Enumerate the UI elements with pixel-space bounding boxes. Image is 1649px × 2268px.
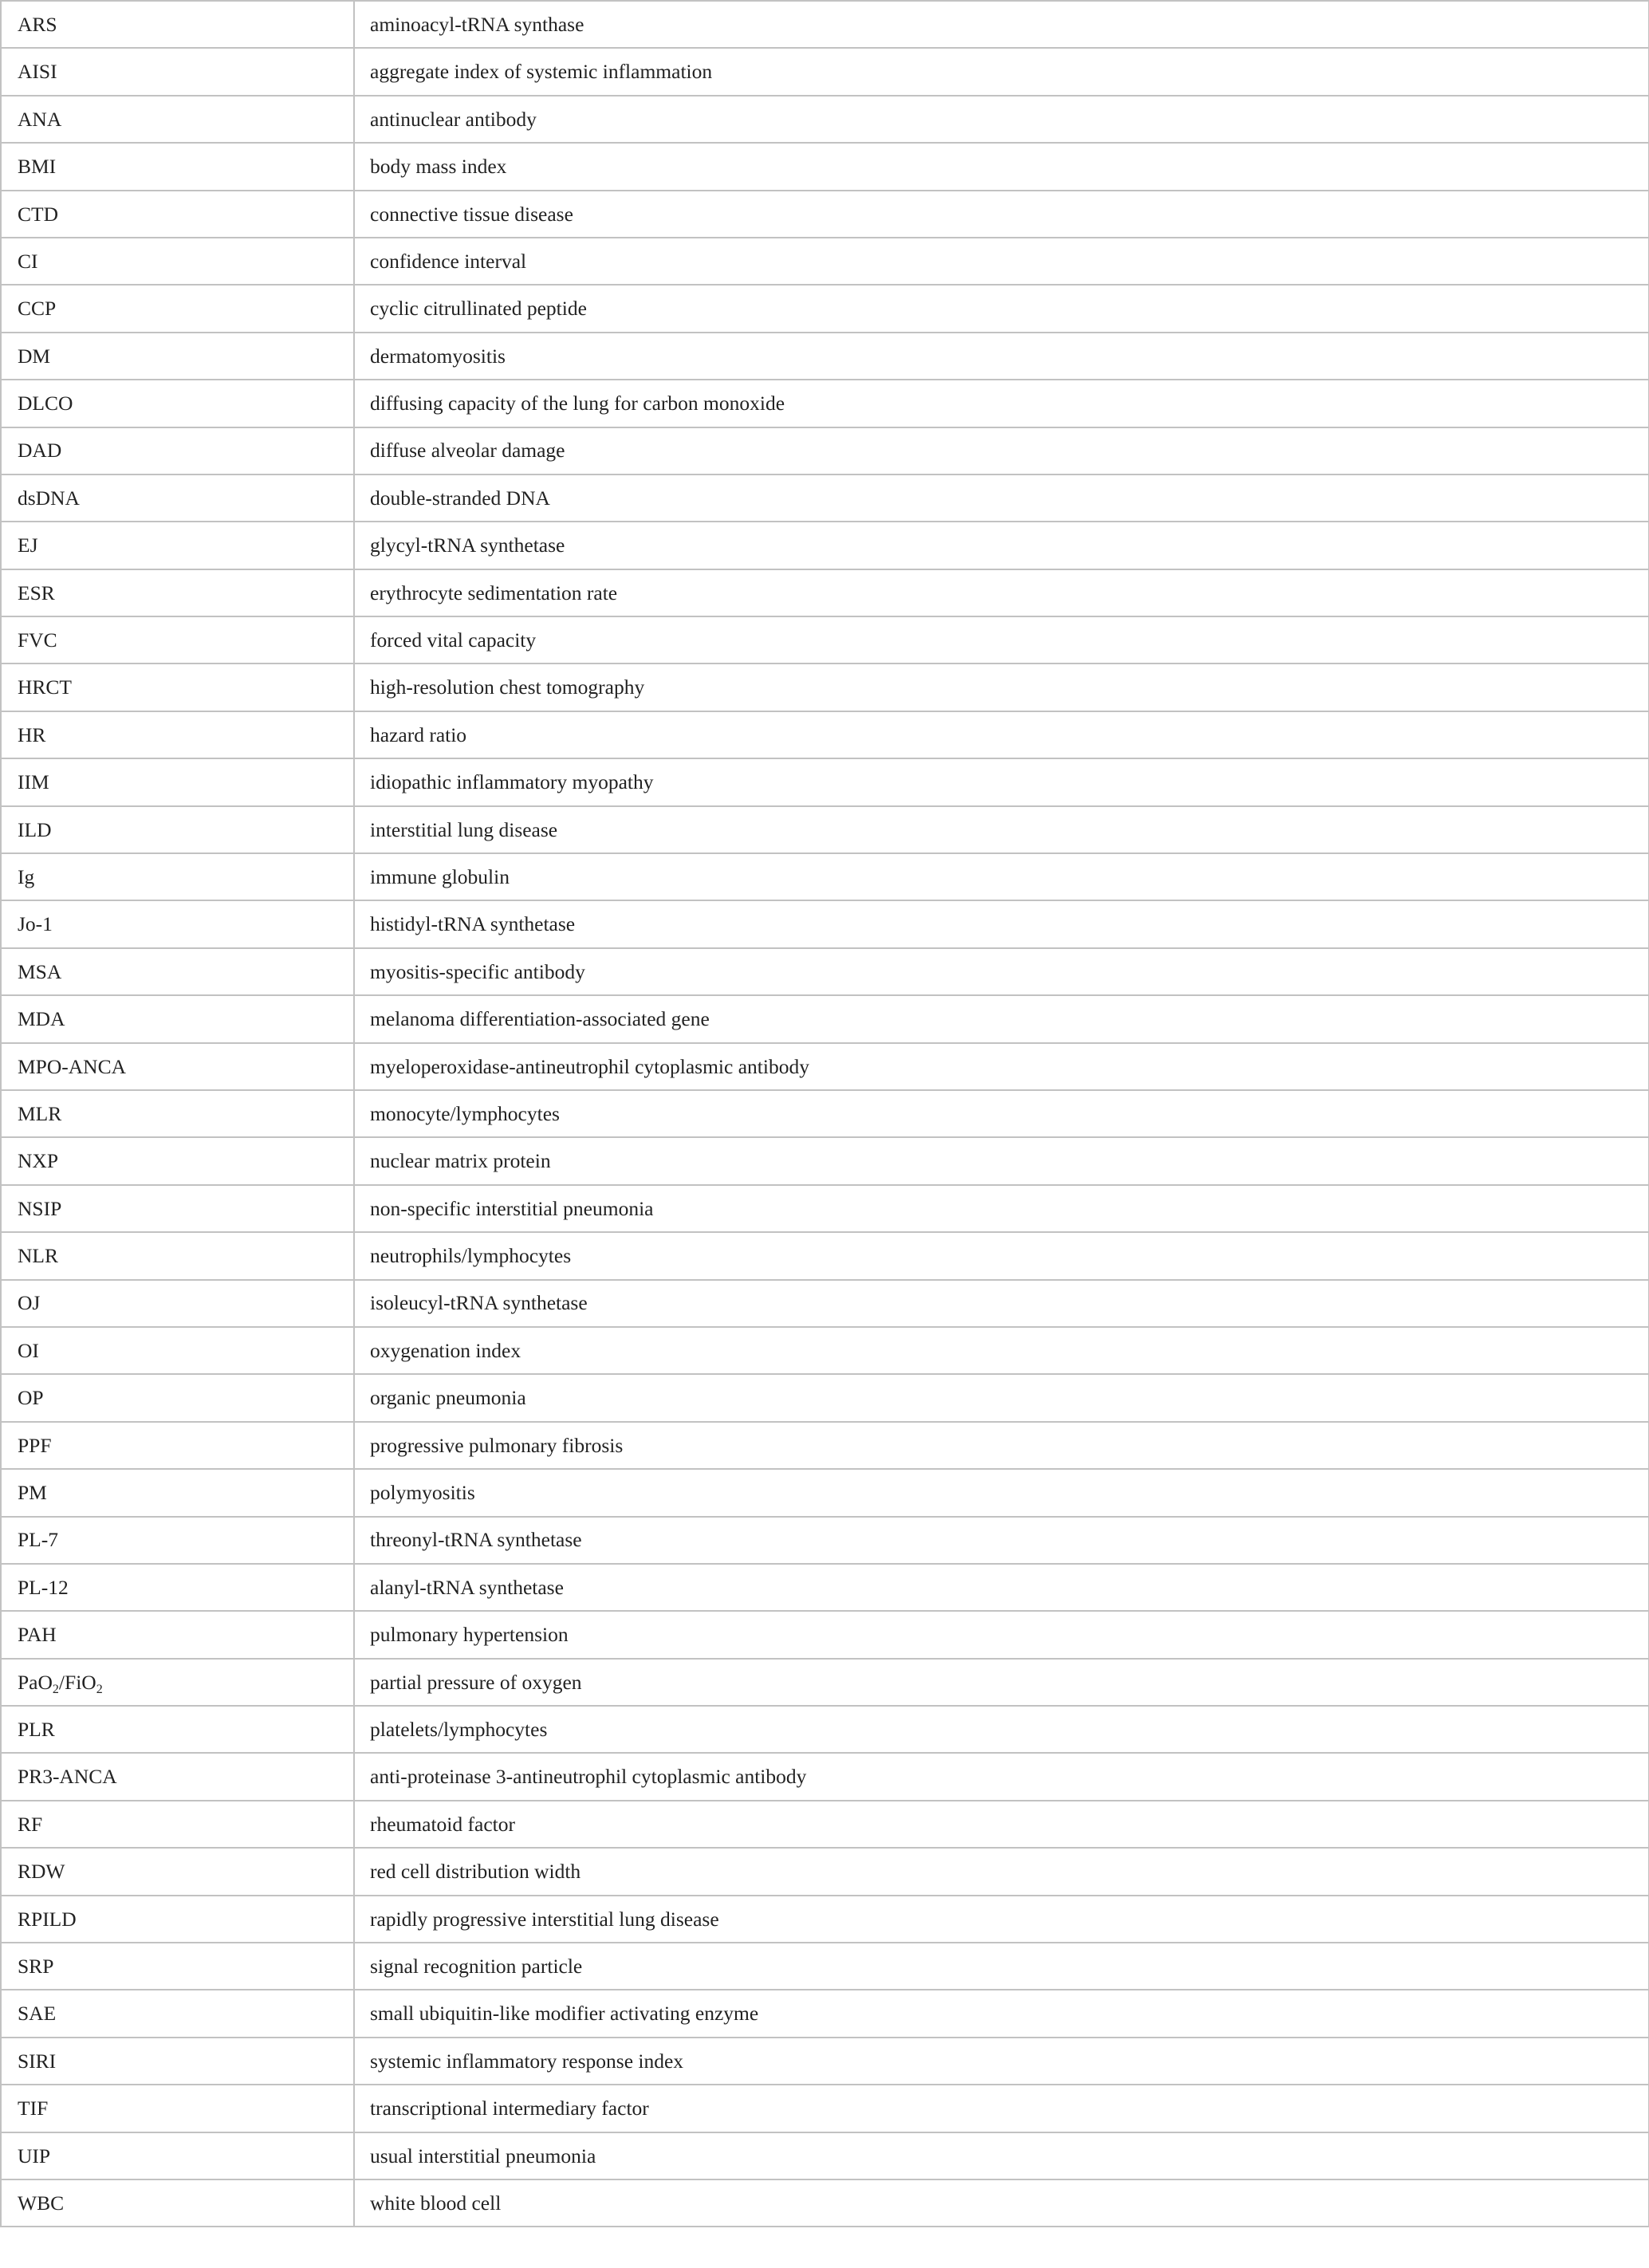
definition: melanoma differentiation-associated gene [354,995,1649,1042]
table-row [1,238,1649,285]
table-row [1,758,1649,805]
table-row [1,2132,1649,2179]
table-row [1,427,1649,474]
abbreviation: SIRI [1,2038,354,2085]
table-row [1,2038,1649,2085]
definition: cyclic citrullinated peptide [354,285,1649,332]
table-row [1,474,1649,522]
table-row [1,1517,1649,1564]
subscript-2: 2 [52,1682,59,1696]
abbreviation: Jo-1 [1,900,354,947]
abbreviation: PAH [1,1611,354,1658]
abbreviation: CCP [1,285,354,332]
table-row [1,1090,1649,1137]
abbreviation: PR3-ANCA [1,1753,354,1800]
definition: platelets/lymphocytes [354,1706,1649,1753]
table-row [1,1943,1649,1990]
definition: partial pressure of oxygen [354,1659,1649,1706]
table-row [1,1659,1649,1706]
abbreviation: dsDNA [1,474,354,522]
definition: hazard ratio [354,711,1649,758]
table-row [1,663,1649,711]
table-row [1,1848,1649,1895]
definition: forced vital capacity [354,616,1649,663]
abbreviation: RPILD [1,1896,354,1943]
table-row [1,1,1649,48]
table-row [1,1469,1649,1516]
table-row [1,1611,1649,1658]
table-row [1,1706,1649,1753]
abbreviation: NSIP [1,1185,354,1232]
table-row [1,1232,1649,1279]
definition: usual interstitial pneumonia [354,2132,1649,2179]
abbreviation: ARS [1,1,354,48]
abbreviation: NXP [1,1137,354,1184]
definition: connective tissue disease [354,191,1649,238]
definition: diffuse alveolar damage [354,427,1649,474]
definition: body mass index [354,143,1649,190]
definition: oxygenation index [354,1327,1649,1374]
table-row [1,1043,1649,1090]
definition: alanyl-tRNA synthetase [354,1564,1649,1611]
abbreviation: PM [1,1469,354,1516]
definition: confidence interval [354,238,1649,285]
table-row [1,1137,1649,1184]
definition: nuclear matrix protein [354,1137,1649,1184]
table-row [1,900,1649,947]
definition: neutrophils/lymphocytes [354,1232,1649,1279]
definition: aminoacyl-tRNA synthase [354,1,1649,48]
definition: monocyte/lymphocytes [354,1090,1649,1137]
definition: red cell distribution width [354,1848,1649,1895]
abbreviation: RDW [1,1848,354,1895]
abbreviation: HR [1,711,354,758]
abbreviation: AISI [1,48,354,95]
table-row [1,96,1649,143]
definition: double-stranded DNA [354,474,1649,522]
abbreviation: FVC [1,616,354,663]
table-row [1,711,1649,758]
definition: pulmonary hypertension [354,1611,1649,1658]
abbreviation: UIP [1,2132,354,2179]
table-row [1,1374,1649,1421]
abbreviation: HRCT [1,663,354,711]
abbreviation: DM [1,333,354,380]
definition: erythrocyte sedimentation rate [354,569,1649,616]
table-row [1,569,1649,616]
abbreviation: MDA [1,995,354,1042]
abbreviation: CI [1,238,354,285]
table-row [1,1564,1649,1611]
abbreviation: ANA [1,96,354,143]
definition: myositis-specific antibody [354,948,1649,995]
table-row [1,806,1649,853]
table-row [1,1801,1649,1848]
abbreviation: NLR [1,1232,354,1279]
definition: high-resolution chest tomography [354,663,1649,711]
definition: aggregate index of systemic inflammation [354,48,1649,95]
abbreviation: CTD [1,191,354,238]
abbreviation: Ig [1,853,354,900]
table-row [1,191,1649,238]
abbreviation: OP [1,1374,354,1421]
definition: polymyositis [354,1469,1649,1516]
table-row [1,1896,1649,1943]
abbreviation: EJ [1,522,354,569]
abbreviation: DLCO [1,380,354,427]
abbreviation: PL-12 [1,1564,354,1611]
definition: transcriptional intermediary factor [354,2085,1649,2132]
definition: histidyl-tRNA synthetase [354,900,1649,947]
abbreviation: WBC [1,2179,354,2227]
table-row [1,1422,1649,1469]
abbreviation: ILD [1,806,354,853]
table-row [1,522,1649,569]
definition: small ubiquitin-like modifier activating enzyme [354,1990,1649,2037]
definition: rapidly progressive interstitial lung disease [354,1896,1649,1943]
table-row [1,616,1649,663]
table-row [1,995,1649,1042]
abbreviation: MPO-ANCA [1,1043,354,1090]
definition: organic pneumonia [354,1374,1649,1421]
abbreviation: MLR [1,1090,354,1137]
definition: idiopathic inflammatory myopathy [354,758,1649,805]
table-row [1,1280,1649,1327]
abbreviations-table-body [1,1,1649,2227]
abbreviation: SAE [1,1990,354,2037]
abbreviation: RF [1,1801,354,1848]
table-row [1,333,1649,380]
abbreviation: SRP [1,1943,354,1990]
abbreviation: PLR [1,1706,354,1753]
definition: interstitial lung disease [354,806,1649,853]
table-row [1,1990,1649,2037]
abbreviation-part: /FiO [58,1670,96,1694]
abbreviation: DAD [1,427,354,474]
definition: threonyl-tRNA synthetase [354,1517,1649,1564]
abbreviation: TIF [1,2085,354,2132]
definition: diffusing capacity of the lung for carbon monoxide [354,380,1649,427]
abbreviation: IIM [1,758,354,805]
table-row [1,285,1649,332]
abbreviation: OI [1,1327,354,1374]
table-row [1,143,1649,190]
table-row [1,948,1649,995]
table-row [1,1753,1649,1800]
definition: white blood cell [354,2179,1649,2227]
abbreviation: PL-7 [1,1517,354,1564]
definition: glycyl-tRNA synthetase [354,522,1649,569]
definition: anti-proteinase 3-antineutrophil cytoplasmic antibody [354,1753,1649,1800]
definition: non-specific interstitial pneumonia [354,1185,1649,1232]
definition: systemic inflammatory response index [354,2038,1649,2085]
definition: myeloperoxidase-antineutrophil cytoplasmic antibody [354,1043,1649,1090]
abbreviation-part: PaO [18,1670,53,1694]
abbreviation-pao2-fio2 [1,1659,354,1706]
table-row [1,853,1649,900]
definition: antinuclear antibody [354,96,1649,143]
abbreviation: OJ [1,1280,354,1327]
table-row [1,2179,1649,2227]
abbreviation: ESR [1,569,354,616]
definition: isoleucyl-tRNA synthetase [354,1280,1649,1327]
table-row [1,48,1649,95]
table-row [1,380,1649,427]
abbreviation: PPF [1,1422,354,1469]
abbreviation: BMI [1,143,354,190]
definition: dermatomyositis [354,333,1649,380]
definition: rheumatoid factor [354,1801,1649,1848]
definition: immune globulin [354,853,1649,900]
table-row [1,2085,1649,2132]
definition: progressive pulmonary fibrosis [354,1422,1649,1469]
table-row [1,1327,1649,1374]
definition: signal recognition particle [354,1943,1649,1990]
table-row [1,1185,1649,1232]
subscript-2: 2 [96,1682,103,1696]
abbreviation: MSA [1,948,354,995]
